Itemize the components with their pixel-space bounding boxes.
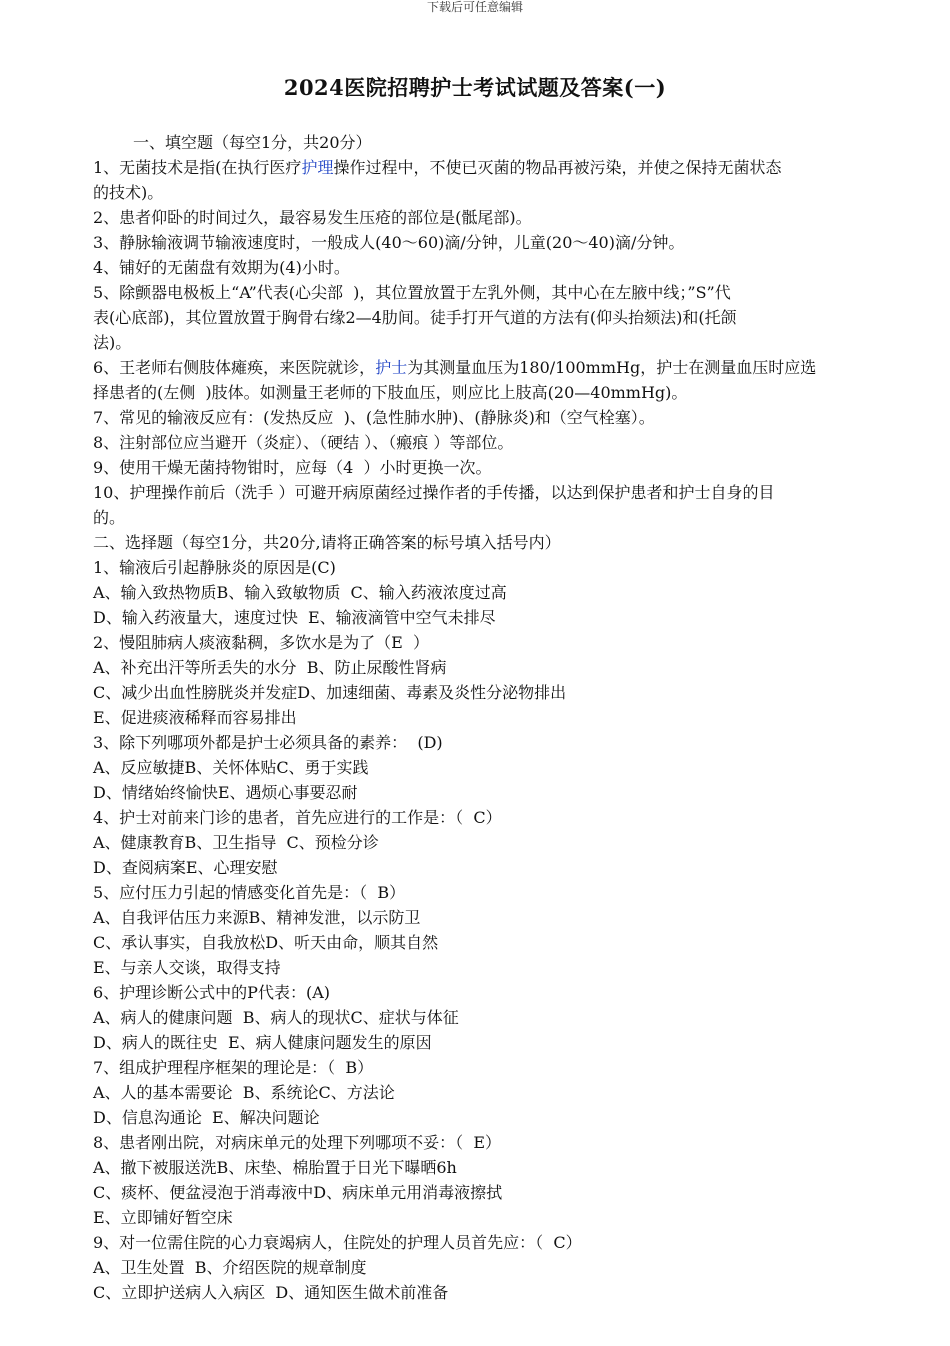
text-line: A、输入致热物质B、输入致敏物质 C、输入药液浓度过高 xyxy=(93,583,507,602)
text-line: 10、护理操作前后（洗手 ）可避开病原菌经过操作者的手传播，以达到保护患者和护士自身的目 xyxy=(93,483,775,502)
text-line: C、承认事实，自我放松D、听天由命，顺其自然 xyxy=(93,933,439,952)
text-line: 3、静脉输液调节输液速度时，一般成人(40～60)滴/分钟，儿童(20～40)滴/分钟。 xyxy=(93,233,685,252)
text-line: 4、铺好的无菌盘有效期为(4)小时。 xyxy=(93,258,350,277)
text-line: A、人的基本需要论 B、系统论C、方法论 xyxy=(93,1083,395,1102)
text-line: 3、除下列哪项外都是护士必须具备的素养： (D) xyxy=(93,733,443,752)
text-line: 2、患者仰卧的时间过久，最容易发生压疮的部位是(骶尾部)。 xyxy=(93,208,532,227)
text-line: D、输入药液量大，速度过快 E、输液滴管中空气未排尽 xyxy=(93,608,496,627)
text-line: 7、常见的输液反应有：(发热反应 )、(急性肺水肿)、(静脉炎)和（空气栓塞）。 xyxy=(93,408,655,427)
text-line: 2、慢阻肺病人痰液黏稠，多饮水是为了（E ） xyxy=(93,633,430,652)
text-line: D、情绪始终愉快E、遇烦心事要忍耐 xyxy=(93,783,358,802)
text-line: 4、护士对前来门诊的患者，首先应进行的工作是：（ C） xyxy=(93,808,502,827)
text-line: 表(心底部)，其位置放置于胸骨右缘2—4肋间。徒手打开气道的方法有(仰头抬颏法)和(托颌 xyxy=(93,308,737,327)
text-line: 9、对一位需住院的心力衰竭病人，住院处的护理人员首先应：（ C） xyxy=(93,1233,582,1252)
text-line: D、查阅病案E、心理安慰 xyxy=(93,858,278,877)
text-line: A、补充出汗等所丢失的水分 B、防止尿酸性肾病 xyxy=(93,658,447,677)
text-line: 9、使用干燥无菌持物钳时，应每（4 ）小时更换一次。 xyxy=(93,458,492,477)
text-line: C、痰杯、便盆浸泡于消毒液中D、病床单元用消毒液擦拭 xyxy=(93,1183,503,1202)
text-line: 8、患者刚出院，对病床单元的处理下列哪项不妥：（ E） xyxy=(93,1133,502,1152)
text-line: A、撤下被服送洗B、床垫、棉胎置于日光下曝晒6h xyxy=(93,1158,457,1177)
text-line: 1、无菌技术是指(在执行医疗护理操作过程中，不使已灭菌的物品再被污染，并使之保持无菌状态 xyxy=(93,158,782,177)
text-line: 法)。 xyxy=(93,333,132,352)
text-line: A、反应敏捷B、关怀体贴C、勇于实践 xyxy=(93,758,369,777)
text-line: A、病人的健康问题 B、病人的现状C、症状与体征 xyxy=(93,1008,459,1027)
text-line: 一、填空题（每空1分，共20分） xyxy=(133,133,372,152)
text-line: D、病人的既往史 E、病人健康问题发生的原因 xyxy=(93,1033,432,1052)
text-line: 的。 xyxy=(93,508,126,527)
text-line: 二、选择题（每空1分，共20分,请将正确答案的标号填入括号内） xyxy=(93,533,561,552)
text-line: 择患者的(左侧 )肢体。如测量王老师的下肢血压，则应比上肢高(20—40mmHg)。 xyxy=(93,383,688,402)
text-line: E、立即铺好暂空床 xyxy=(93,1208,233,1227)
text-line: 6、护理诊断公式中的P代表：(A) xyxy=(93,983,330,1002)
text-line: 6、王老师右侧肢体瘫痪，来医院就诊，护士为其测量血压为180/100mmHg，护士在测量血压时应选 xyxy=(93,358,817,377)
text-line: E、促进痰液稀释而容易排出 xyxy=(93,708,297,727)
text-line: A、健康教育B、卫生指导 C、预检分诊 xyxy=(93,833,379,852)
text-line: 的技术)。 xyxy=(93,183,164,202)
text-line: 7、组成护理程序框架的理论是：（ B） xyxy=(93,1058,374,1077)
text-line: 5、除颤器电极板上“A”代表(心尖部 )，其位置放置于左乳外侧，其中心在左腋中线；”S”代 xyxy=(93,283,731,302)
text-link[interactable]: 护理 xyxy=(301,158,334,177)
text-line: A、卫生处置 B、介绍医院的规章制度 xyxy=(93,1258,367,1277)
document-title: 2024医院招聘护士考试试题及答案(一) xyxy=(283,75,667,100)
text-line: E、与亲人交谈，取得支持 xyxy=(93,958,281,977)
text-line: A、自我评估压力来源B、精神发泄，以示防卫 xyxy=(93,908,421,927)
text-line: D、信息沟通论 E、解决问题论 xyxy=(93,1108,320,1127)
text-line: C、立即护送病人入病区 D、通知医生做术前准备 xyxy=(93,1283,449,1302)
document-body xyxy=(93,130,863,1305)
text-link[interactable]: 护士 xyxy=(375,358,408,377)
header-note: 下载后可任意编辑 xyxy=(426,0,523,14)
text-line: 8、注射部位应当避开（炎症）、（硬结 ）、（瘢痕 ）等部位。 xyxy=(93,433,514,452)
text-line: 1、输液后引起静脉炎的原因是(C) xyxy=(93,558,336,577)
text-line: 5、应付压力引起的情感变化首先是：（ B） xyxy=(93,883,406,902)
text-line: C、减少出血性膀胱炎并发症D、加速细菌、毒素及炎性分泌物排出 xyxy=(93,683,567,702)
